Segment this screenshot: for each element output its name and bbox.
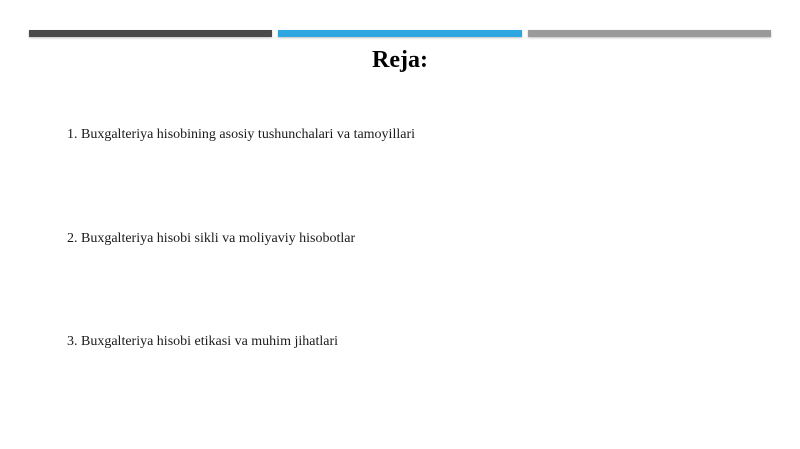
slide-title: Reja:: [372, 47, 428, 73]
accent-bar-dark: [29, 30, 272, 37]
plan-item-3: 3. Buxgalteriya hisobi etikasi va muhim jihatlari: [67, 334, 339, 349]
plan-item-2: 2. Buxgalteriya hisobi sikli va moliyaviy hisobotlar: [67, 231, 356, 246]
accent-bar-gray: [528, 30, 771, 37]
accent-bar-blue: [278, 30, 522, 37]
plan-item-1: 1. Buxgalteriya hisobining asosiy tushunchalari va tamoyillari: [67, 127, 415, 142]
